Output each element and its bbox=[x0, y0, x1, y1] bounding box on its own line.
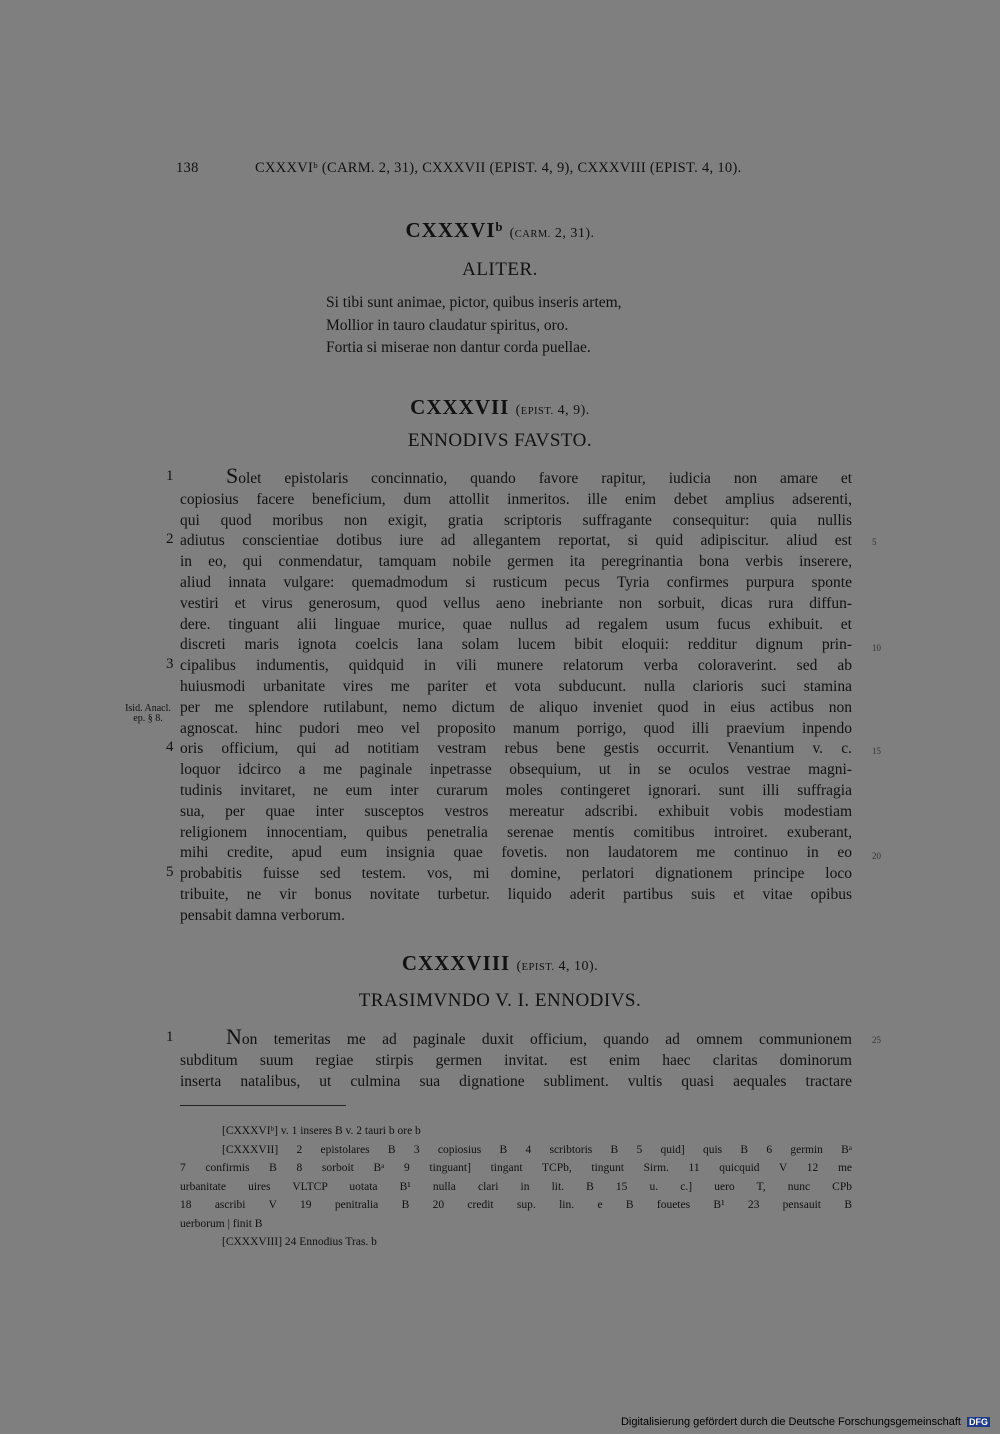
digitization-credit bbox=[621, 1416, 990, 1428]
section-title-reference: (EPIST. 4, 10). bbox=[516, 959, 599, 974]
initial-letter: N bbox=[226, 1024, 242, 1049]
paragraph-number: 4 bbox=[166, 739, 174, 755]
text-line: huiusmodi urbanitate vires me pariter et vota subducunt. nulla clarioris suci stamina bbox=[180, 677, 852, 695]
page-number: 138 bbox=[176, 160, 199, 176]
dfg-logo-icon: DFG bbox=[969, 1417, 988, 1427]
poem bbox=[326, 292, 622, 360]
section-title-main: CXXXVII bbox=[410, 395, 510, 419]
text-line: loquor idcirco a me paginale inpetrasse obsequium, ut in se oculos vestrae magni- bbox=[180, 761, 852, 779]
text-line: vestiri et virus generosum, quod vellus aeno inebriante non sorbuit, dicas rura diffun- bbox=[180, 594, 852, 612]
text-line: probabitis fuisse sed testem. vos, mi domine, perlatori dignationem principe loco bbox=[180, 865, 852, 883]
text-line: subditum suum regiae stirpis germen invitat. est enim haec claritas dominorum bbox=[180, 1051, 852, 1069]
paragraph-number: 3 bbox=[166, 656, 174, 672]
section-title-main: CXXXVIᵇ bbox=[405, 218, 504, 242]
section-title-reference: (CARM. 2, 31). bbox=[509, 226, 595, 241]
section-title-reference: (EPIST. 4, 9). bbox=[515, 403, 590, 418]
text-line: pensabit damna verborum. bbox=[180, 906, 345, 924]
line-number: 25 bbox=[872, 1035, 881, 1045]
text-line: tudinis invitaret, ne eum inter curarum moles contingeret ignorari. sunt illi suffragia bbox=[180, 781, 852, 799]
critical-apparatus bbox=[180, 1122, 852, 1252]
footnote-line: [CXXXVIᵇ] v. 1 inseres B v. 2 tauri b ore b bbox=[222, 1125, 421, 1137]
text-line: Solet epistolaris concinnatio, quando favore rapitur, iudicia non amare et bbox=[226, 463, 852, 488]
text-line: inserta natalibus, ut culmina sua dignatione subliment. vultis quasi aequales tractare bbox=[180, 1072, 852, 1090]
credit-text: Digitalisierung gefördert durch die Deutsche Forschungsgemeinschaft bbox=[620, 1416, 961, 1428]
footnote-line: 7 confirmis B 8 sorboit Bᵃ 9 tinguant] tingant TCPb, tingunt Sirm. 11 quicquid V 12 me bbox=[180, 1162, 852, 1174]
section-title-cxxxvii bbox=[0, 395, 1000, 420]
section-title-cxxxvib bbox=[0, 218, 1000, 243]
text-line: dere. tinguant alii linguae murice, quae nullus ad regalem usum fucus exhibuit. et bbox=[180, 615, 852, 633]
paragraph-number: 2 bbox=[166, 531, 174, 547]
footnote-line: 18 ascribi V 19 penitralia B 20 credit sup. lin. e B fouetes B¹ 23 pensauit B bbox=[180, 1199, 852, 1211]
text-line: oris officium, qui ad notitiam vestram rebus bene gestis occurrit. Venantium v. c. bbox=[180, 740, 852, 758]
paragraph-number: 1 bbox=[166, 1029, 174, 1045]
footnote-line: [CXXXVII] 2 epistolares B 3 copiosius B 4 scribtoris B 5 quid] quis B 6 germin Bᵃ bbox=[222, 1143, 852, 1156]
footnote-line: uerborum | finit B bbox=[180, 1217, 263, 1230]
paragraph-number: 5 bbox=[166, 864, 174, 880]
running-title: CXXXVIᵇ (CARM. 2, 31), CXXXVII (EPIST. 4, 9), CXXXVIII (EPIST. 4, 10). bbox=[255, 160, 742, 176]
footnote-line: urbanitate uires VLTCP uotata B¹ nulla clari in lit. B 15 u. c.] uero T, nunc CPb bbox=[180, 1180, 852, 1193]
poem-line: Si tibi sunt animae, pictor, quibus inseris artem, bbox=[326, 294, 622, 311]
text-line: aliud innata vulgare: quemadmodum si rusticum pecus Tyria confirmes purpura sponte bbox=[180, 573, 852, 591]
line-number: 15 bbox=[872, 746, 881, 756]
text-line: mihi credite, apud eum insignia quae fovetis. non laudatorem me continuo in eo bbox=[180, 844, 852, 862]
marginal-reference: Isid. Anacl. ep. § 8. bbox=[125, 703, 171, 724]
initial-letter: S bbox=[226, 463, 239, 488]
text-line: cipalibus indumentis, quidquid in vili munere relatorum verba coloraverint. sed ab bbox=[180, 657, 852, 675]
text-line: religionem innocentiam, quibus penetralia serenae mentis comitibus introiret. exuberant, bbox=[180, 823, 852, 841]
section-subtitle-aliter: ALITER. bbox=[462, 259, 538, 280]
letter-body-trasimundo bbox=[180, 1024, 852, 1092]
text-line: sua, per quae inter susceptos vestros mereatur adscribi. exhibuit vobis modestiam bbox=[180, 802, 852, 820]
section-title-cxxxviii bbox=[0, 951, 1000, 976]
section-title-main: CXXXVIII bbox=[401, 951, 511, 975]
line-number: 10 bbox=[872, 643, 881, 653]
text-line: adiutus conscientiae dotibus iure ad allegantem reportat, si quid adipiscitur. aliud est bbox=[180, 532, 852, 550]
paragraph-number: 1 bbox=[166, 468, 174, 484]
text-line: tribuite, ne vir bonus novitate turbetur. liquido aderit partibus suis et vitae opibus bbox=[180, 885, 852, 903]
poem-line: Fortia si miserae non dantur corda puellae. bbox=[326, 339, 591, 356]
text-line: copiosius facere beneficium, dum attollit inmeritos. ille enim debet amplius adserenti, bbox=[180, 490, 852, 508]
section-subtitle-ennodius-fausto: ENNODIVS FAVSTO. bbox=[407, 430, 593, 451]
poem-line: Mollior in tauro claudatur spiritus, oro. bbox=[326, 316, 569, 334]
text-line: agnoscat. hinc pudori meo vel proposito manum porrigo, quod illi praevium inpendo bbox=[180, 719, 852, 737]
text-line: qui quod moribus non exigit, gratia scriptoris suffragante consequitur: quia nullis bbox=[180, 511, 852, 529]
footnote-line: [CXXXVIII] 24 Ennodius Tras. b bbox=[222, 1236, 377, 1248]
letter-body-fausto bbox=[180, 463, 852, 927]
text-line: discreti maris ignota coelcis lana solam lucem bibit eloquii: redditur dignum prin- bbox=[180, 636, 852, 654]
section-subtitle-trasimundo: TRASIMVNDO V. I. ENNODIVS. bbox=[358, 990, 642, 1011]
text-line: Non temeritas me ad paginale duxit officium, quando ad omnem communionem bbox=[226, 1024, 852, 1049]
line-number: 5 bbox=[872, 537, 877, 547]
text-line: per me splendore rutilabunt, nemo dictum de aliquo inveniet quod in eius actibus non bbox=[180, 698, 852, 716]
text-line: in eo, qui conmendatur, tamquam nobile germen ita peregrinantia bona verbis inserere, bbox=[180, 553, 852, 571]
line-number: 20 bbox=[872, 851, 881, 861]
footnote-divider bbox=[180, 1105, 346, 1106]
